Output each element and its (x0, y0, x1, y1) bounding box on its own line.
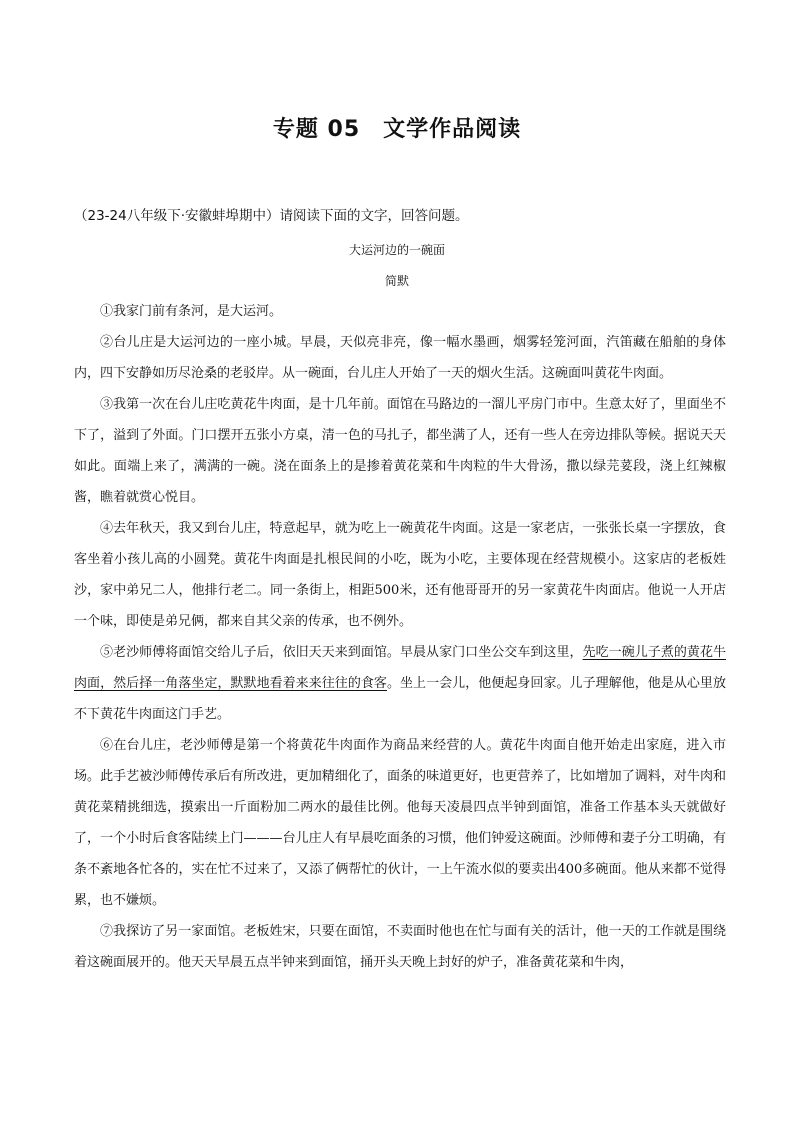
question-intro: （23-24八年级下·安徽蚌埠期中）请阅读下面的文字，回答问题。 (74, 208, 469, 224)
article-body (74, 296, 726, 978)
article-title: 大运河边的一碗面 (348, 243, 445, 257)
paragraph-1: ①我家门前有条河，是大运河。 (100, 304, 283, 319)
paragraph-5-text-before: ⑤老沙师傅将面馆交给儿子后，依旧天天来到面馆。早晨从家门口坐公交车到这里， (100, 645, 583, 660)
paragraph-6: ⑥在台儿庄，老沙师傅是第一个将黄花牛肉面作为商品来经营的人。黄花牛肉面自他开始走出家庭，进入市场。此手艺被沙师傅传承后有所改进，更加精细化了，面条的味道更好，也更营养了，比如增加了调料，对牛肉和黄花菜精挑细选，摸索出一斤面粉加二两水的最佳比例。他每天凌晨四点半钟到面馆，准备工作基本头天就做好了，一个小时后食客陆续上门———台儿庄人有早晨吃面条的习惯，他们钟爱这碗面。沙师傅和妻子分工明确，有条不紊地各忙各的，实在忙不过来了，又添了俩帮忙的伙计，一上午流水似的要卖出400多碗面。他从来都不觉得累，也不嫌烦。 (74, 738, 726, 908)
paragraph-5-text-after: 。坐上一会儿，他便起身回家。儿子理解他，他是从心里放不下黄花牛肉面这门手艺。 (74, 676, 726, 722)
article-author: 简默 (384, 274, 409, 288)
paragraph-2: ②台儿庄是大运河边的一座小城。早晨，天似亮非亮，像一幅水墨画，烟雾轻笼河面，汽笛藏在船舶的身体内，四下安静如历尽沧桑的老驳岸。从一碗面，台儿庄人开始了一天的烟火生活。这碗面叫黄花牛肉面。 (74, 335, 726, 381)
paragraph-5 (74, 637, 726, 730)
page-title: 专题 05 文学作品阅读 (272, 117, 522, 142)
paragraph-4: ④去年秋天，我又到台儿庄，特意起早，就为吃上一碗黄花牛肉面。这是一家老店，一张张长桌一字摆放，食客坐着小孩儿高的小圆凳。黄花牛肉面是扎根民间的小吃，既为小吃，主要体现在经营规模小。这家店的老板姓沙，家中弟兄二人，他排行老二。同一条街上，相距500米，还有他哥哥开的另一家黄花牛肉面店。他说一人开店一个味，即使是弟兄俩，都来自其父亲的传承，也不例外。 (74, 521, 726, 629)
underlined-sentence: 先吃一碗儿子煮的黄花牛肉面，然后择一角落坐定，默默地看着来来往往的食客 (74, 645, 726, 691)
paragraph-3: ③我第一次在台儿庄吃黄花牛肉面，是十几年前。面馆在马路边的一溜儿平房门市中。生意太好了，里面坐不下了，溢到了外面。门口摆开五张小方桌，清一色的马扎子，都坐满了人，还有一些人在旁边排队等候。据说天天如此。面端上来了，满满的一碗。浇在面条上的是掺着黄花菜和牛肉粒的牛大骨汤，撒以绿芫荽段，浇上红辣椒酱，瞧着就赏心悦目。 (74, 397, 726, 505)
paragraph-7: ⑦我探访了另一家面馆。老板姓宋，只要在面馆，不卖面时他也在忙与面有关的活计，他一天的工作就是围绕着这碗面展开的。他天天早晨五点半钟来到面馆，捅开头天晚上封好的炉子，准备黄花菜和牛肉， (74, 924, 726, 970)
